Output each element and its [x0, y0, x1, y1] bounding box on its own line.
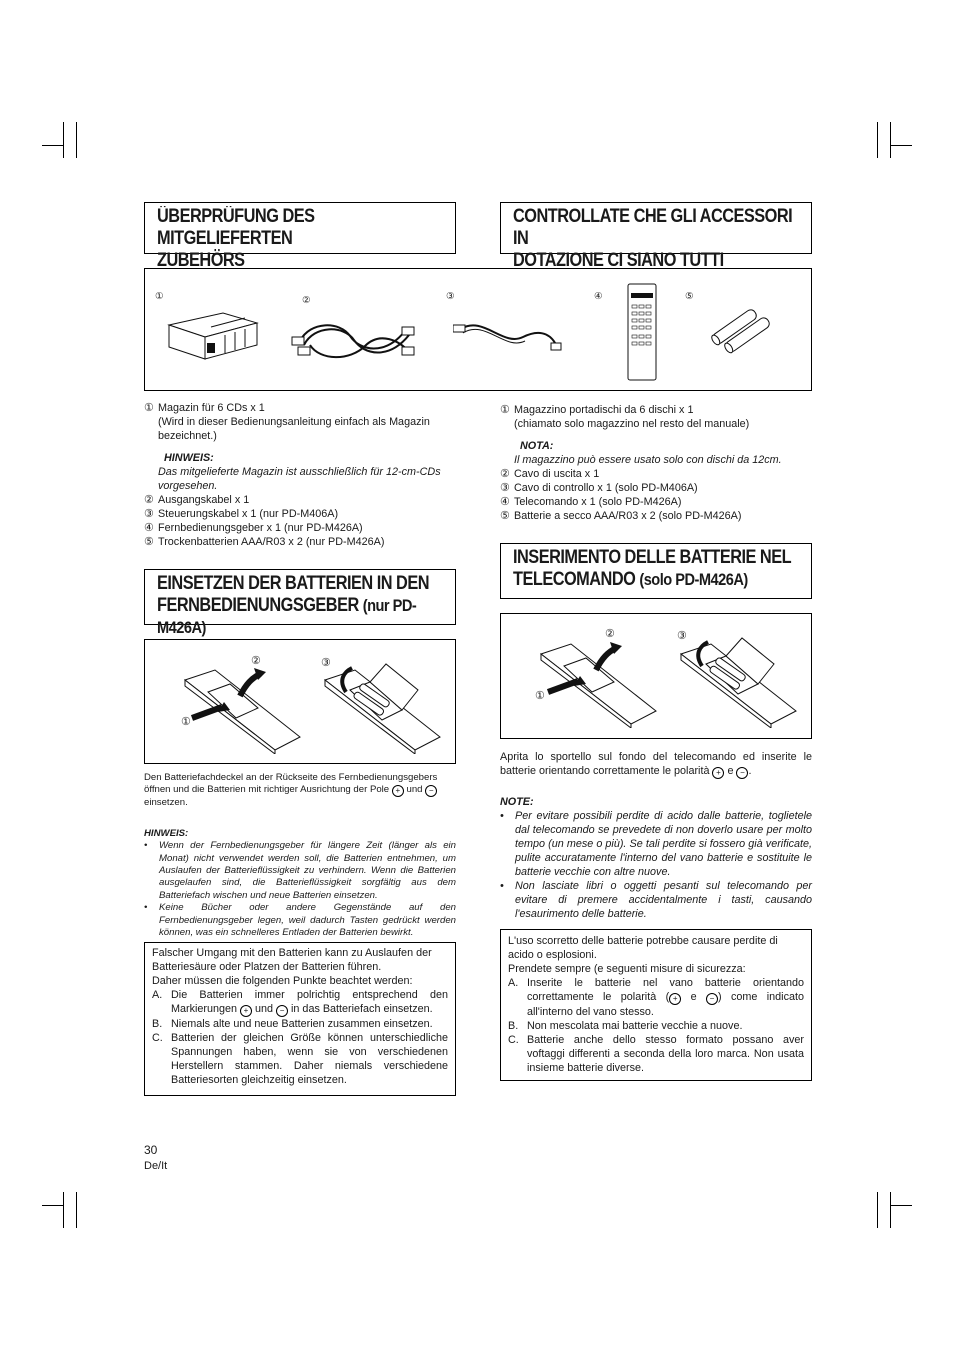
- heading-de-accessories-text: ÜBERPRÜFUNG DES MITGELIEFERTEN ZUBEHÖRS: [157, 206, 315, 271]
- warning-text-b: e: [690, 991, 697, 1003]
- heading-de-batteries: [144, 569, 456, 637]
- remote-back-illustration: [180, 662, 305, 754]
- bullet: •: [144, 902, 148, 914]
- note-item: [144, 902, 456, 939]
- item-text: Cavo di controllo x 1 (solo PD-M406A): [514, 482, 698, 494]
- de-warning-box: [144, 942, 456, 1096]
- heading-it-batteries: [500, 543, 812, 599]
- item-text: Cavo di uscita x 1: [514, 468, 600, 480]
- note-text: Per evitare possibili perdite di acido dalle batterie, toglietele dal telecomando se prevedete di non doverlo usare per molto tempo (un mese o più). Se tali perdite si fossero già verificate, pulite accuratamente l'interno del vano batterie e sostituite le batterie vecchie con altre nuove.: [515, 810, 812, 878]
- warning-text: Batterie anche dello stesso formato possano aver voftaggi differenti a seconda della loro marca. Non usata insieme batterie diverse.: [527, 1034, 804, 1074]
- list-item: [500, 509, 812, 523]
- item-text: Magazzino portadischi da 6 dischi x 1: [514, 404, 694, 416]
- item-number: ③: [144, 508, 154, 520]
- heading-de-batteries-main: EINSETZEN DER BATTERIEN IN DEN FERNBEDIENUNGSGEBER: [157, 573, 430, 616]
- crop-mark: [42, 1205, 64, 1206]
- instruction-text-c: einsetzen.: [144, 797, 188, 809]
- item-number: ②: [500, 468, 510, 480]
- crop-mark: [890, 122, 891, 158]
- item-subtext: (Wird in dieser Bedienungsanleitung einfach als Magazin bezeichnet.): [158, 416, 430, 442]
- note-title: HINWEIS:: [164, 452, 214, 464]
- accessory-marker: ④: [594, 291, 603, 302]
- note-title: HINWEIS:: [144, 827, 189, 839]
- accessory-marker: ③: [446, 291, 455, 302]
- language-code: De/It: [144, 1160, 168, 1172]
- instruction-text-b: e: [727, 765, 734, 777]
- item-number: ②: [144, 494, 154, 506]
- accessory-marker: ⑤: [685, 291, 694, 302]
- warning-text: Batterien der gleichen Größe können unterschiedliche Spannungen haben, wenn sie von verschiedenen Herstellern stammen. Daher niemals verschiedene Batteriesorten gleichzeitig einsetzen.: [171, 1032, 448, 1086]
- note-item: [144, 840, 456, 902]
- control-cable-illustration: [453, 307, 563, 355]
- de-battery-instructions: [144, 772, 456, 939]
- heading-it-batteries-model: (solo PD-M426A): [639, 570, 748, 589]
- list-letter: B.: [152, 1018, 163, 1030]
- warning-intro2: Daher müssen die folgenden Punkte beachtet werden:: [152, 975, 413, 987]
- bullet: •: [144, 840, 148, 852]
- item-text: Trockenbatterien AAA/R03 x 2 (nur PD-M426A): [158, 536, 385, 548]
- item-text: Fernbedienungsgeber x 1 (nur PD-M426A): [158, 522, 363, 534]
- minus-icon: −: [276, 1005, 288, 1017]
- note-title: NOTA:: [520, 440, 554, 452]
- accessories-figure: [144, 268, 812, 391]
- remote-open-illustration: [320, 662, 450, 754]
- item-number: ①: [144, 402, 154, 414]
- crop-mark: [76, 122, 77, 158]
- instruction-text-b: und: [406, 784, 423, 796]
- crop-mark: [890, 1192, 891, 1228]
- step-marker: ①: [535, 690, 545, 702]
- list-letter: A.: [508, 977, 519, 989]
- note-item: [500, 879, 812, 921]
- instruction-text-a: Aprita lo sportello sul fondo del telecomando ed inserite le batterie orientando correttamente le polarità: [500, 751, 812, 777]
- output-cable-illustration: [290, 311, 418, 369]
- minus-icon: −: [736, 767, 748, 779]
- warning-text-a: Die Batterien immer polrichtig entsprechend den Markierungen: [171, 989, 448, 1015]
- list-item: [500, 481, 812, 495]
- item-text: Batterie a secco AAA/R03 x 2 (solo PD-M426A): [514, 510, 742, 522]
- item-number: ④: [144, 522, 154, 534]
- minus-icon: −: [425, 785, 437, 797]
- it-battery-figure: [500, 613, 812, 739]
- step-marker: ③: [321, 657, 331, 669]
- item-text: Ausgangskabel x 1: [158, 494, 250, 506]
- item-number: ⑤: [144, 536, 154, 548]
- batteries-illustration: [707, 305, 779, 355]
- note-title: NOTE:: [500, 796, 534, 808]
- list-item: [500, 403, 812, 417]
- item-number: ③: [500, 482, 510, 494]
- warning-text-a: Inserite le batterie nel vano batterie orientando correttamente le polarità (: [527, 977, 804, 1003]
- heading-it-accessories: [500, 202, 812, 271]
- crop-mark: [63, 122, 64, 158]
- heading-de-batteries-model: (nur PD-M426A): [157, 596, 417, 637]
- plus-icon: +: [392, 785, 404, 797]
- warning-intro: Falscher Umgang mit den Batterien kann zu Auslaufen der Batteriesäure oder Platzen der Batterien führen.: [152, 947, 432, 973]
- warning-text: Niemals alte und neue Batterien zusammen einsetzen.: [171, 1018, 433, 1030]
- remote-open-illustration: [676, 636, 806, 728]
- item-number: ①: [500, 404, 510, 416]
- warning-text-c: ) come indicato all'interno del vano stesso.: [527, 991, 804, 1018]
- magazine-illustration: [165, 309, 260, 364]
- crop-mark: [63, 1192, 64, 1228]
- warning-intro: L'uso scorretto delle batterie potrebbe causare perdite di acido o esplosioni.: [508, 935, 778, 961]
- list-letter: C.: [508, 1034, 519, 1046]
- accessory-marker: ②: [302, 295, 311, 306]
- warning-text: Non mescolata mai batterie vecchie a nuove.: [527, 1020, 743, 1032]
- note-text: Non lasciate libri o oggetti pesanti sul telecomando per evitare di premere accidentalmente i tasti, causando l'esaurimento delle batterie.: [515, 880, 812, 920]
- step-marker: ②: [251, 655, 261, 667]
- it-accessory-list: [500, 403, 812, 523]
- bullet: •: [500, 810, 504, 822]
- list-item: [144, 535, 456, 549]
- list-letter: A.: [152, 989, 163, 1001]
- list-letter: C.: [152, 1032, 163, 1044]
- list-item: [144, 401, 456, 415]
- item-number: ⑤: [500, 510, 510, 522]
- de-accessory-list: [144, 401, 456, 549]
- list-item: [500, 467, 812, 481]
- crop-mark: [42, 145, 64, 146]
- heading-it-batteries-main: INSERIMENTO DELLE BATTERIE NEL TELECOMANDO: [513, 547, 792, 590]
- note-text: Das mitgelieferte Magazin ist ausschließlich für 12-cm-CDs vorgesehen.: [158, 466, 441, 492]
- plus-icon: +: [240, 1005, 252, 1017]
- instruction-text-a: Den Batteriefachdeckel an der Rückseite des Fernbedienungsgebers öffnen und die Batterien mit richtiger Ausrichtung der Pole: [144, 772, 438, 796]
- plus-icon: +: [669, 993, 681, 1005]
- accessory-marker: ①: [155, 291, 164, 302]
- warning-item: [152, 988, 448, 1017]
- list-letter: B.: [508, 1020, 519, 1032]
- crop-mark: [877, 1192, 878, 1228]
- de-battery-figure: [144, 639, 456, 764]
- plus-icon: +: [712, 767, 724, 779]
- item-text: Telecomando x 1 (solo PD-M426A): [514, 496, 682, 508]
- warning-text-c: in das Batteriefach einsetzen.: [291, 1003, 433, 1015]
- item-text: Magazin für 6 CDs x 1: [158, 402, 265, 414]
- warning-item: [508, 976, 804, 1019]
- step-marker: ③: [677, 630, 687, 642]
- step-marker: ①: [181, 716, 191, 728]
- note-text: Wenn der Fernbedienungsgeber für längere Zeit (länger als ein Monat) nicht verwendet werden soll, die Batterien entnehmen, um Auslaufen der Batterieflüssigkeit zu verhindern. Wenn die Batterien ausgelaufen sind, die Batterieflüssigkeit sorgfältig aus dem Batteriefach wischen und neue Batterien einsetzen.: [159, 840, 456, 901]
- crop-mark: [877, 122, 878, 158]
- heading-de-batteries-text: [157, 573, 442, 639]
- warning-text-b: und: [255, 1003, 274, 1015]
- warning-item: [508, 1033, 804, 1075]
- note-text: Keine Bücher oder andere Gegenstände auf den Fernbedienungsgeber legen, weil dadurch Tasten gedrückt werden können, was ein schnelleres Entladen der Batterien bewirkt.: [159, 902, 456, 939]
- warning-item: [152, 1017, 448, 1031]
- warning-intro2: Prendete sempre (e seguenti misure di sicurezza:: [508, 963, 746, 975]
- crop-mark: [890, 1205, 912, 1206]
- instruction-text: Aprita lo sportello sul fondo del telecomando ed inserite le batterie orientando correttamente le polarità + e − .: [500, 751, 812, 777]
- heading-it-batteries-text: [513, 547, 798, 591]
- it-battery-instructions: [500, 750, 812, 921]
- item-subtext: (chiamato solo magazzino nel resto del manuale): [514, 418, 750, 430]
- list-item: [144, 507, 456, 521]
- crop-mark: [76, 1192, 77, 1228]
- step-marker: ②: [605, 628, 615, 640]
- minus-icon: −: [706, 993, 718, 1005]
- list-item: [144, 493, 456, 507]
- heading-it-accessories-text: CONTROLLATE CHE GLI ACCESSORI IN DOTAZIONE CI SIANO TUTTI: [513, 206, 793, 271]
- crop-mark: [890, 145, 912, 146]
- list-item: [500, 495, 812, 509]
- note-item: [500, 809, 812, 879]
- remote-back-illustration: [536, 636, 661, 728]
- warning-item: [508, 1019, 804, 1033]
- item-number: ④: [500, 496, 510, 508]
- bullet: •: [500, 880, 504, 892]
- warning-item: [152, 1031, 448, 1087]
- remote-illustration: [627, 283, 657, 381]
- page-number: 30: [144, 1143, 158, 1157]
- it-warning-box: [500, 929, 812, 1081]
- item-text: Steuerungskabel x 1 (nur PD-M406A): [158, 508, 339, 520]
- list-item: [144, 521, 456, 535]
- note-text: Il magazzino può essere usato solo con dischi da 12cm.: [514, 454, 782, 466]
- heading-de-accessories: [144, 202, 456, 271]
- instruction-text: [144, 772, 456, 810]
